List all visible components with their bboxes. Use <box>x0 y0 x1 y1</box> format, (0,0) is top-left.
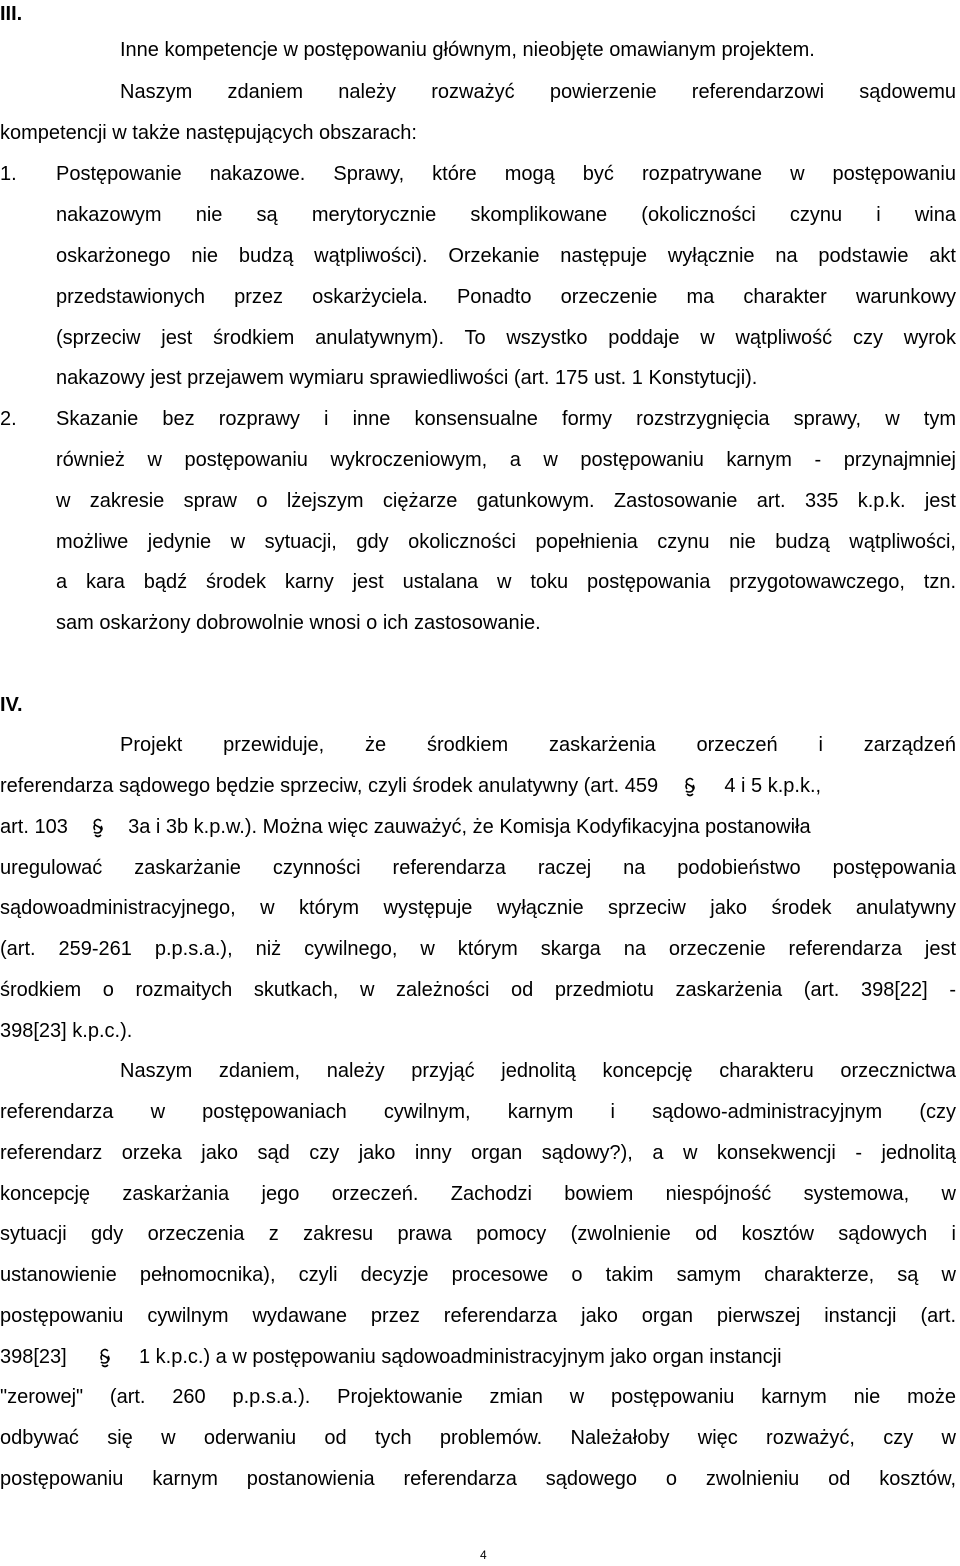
list-item-line: przedstawionych przez oskarżyciela. Ponadto orzeczenie ma charakter warunkowy <box>56 286 956 308</box>
paragraph-line-with-symbol <box>0 774 956 798</box>
paragraph-line: Projekt przewiduje, że środkiem zaskarżenia orzeczeń i zarządzeń <box>120 734 956 756</box>
page-number: 4 <box>480 1548 487 1562</box>
paragraph-line: (art. 259-261 p.p.s.a.), niż cywilnego, w którym skarga na orzeczenie referendarza jest <box>0 938 956 960</box>
text-run: 398[23] <box>0 1346 67 1368</box>
text-run: 3a i 3b k.p.w.). Można więc zauważyć, że Komisja Kodyfikacyjna postanowiła <box>128 816 811 838</box>
paragraph-line: ustanowienie pełnomocnika), czyli decyzje procesowe o takim samym charakterze, są w <box>0 1264 956 1286</box>
section-heading-iv: IV. <box>0 694 23 716</box>
list-number: 2. <box>0 408 17 430</box>
list-item-line: Postępowanie nakazowe. Sprawy, które mogą być rozpatrywane w postępowaniu <box>56 163 956 185</box>
list-item-line: nakazowym nie są merytorycznie skomplikowane (okoliczności czynu i wina <box>56 204 956 226</box>
paragraph-line: postępowaniu cywilnym wydawane przez referendarza jako organ pierwszej instancji (art. <box>0 1305 956 1327</box>
list-item-line: również w postępowaniu wykroczeniowym, a w postępowaniu karnym - przynajmniej <box>56 449 956 471</box>
section-sign-icon <box>98 1348 112 1368</box>
list-item-line: oskarżonego nie budzą wątpliwości). Orzekanie następuje wyłącznie na podstawie akt <box>56 245 956 267</box>
paragraph-line: postępowaniu karnym postanowienia referendarza sądowego o zwolnieniu od kosztów, <box>0 1468 956 1490</box>
list-item-line: nakazowy jest przejawem wymiaru sprawiedliwości (art. 175 ust. 1 Konstytucji). <box>56 367 758 389</box>
list-item-line: sam oskarżony dobrowolnie wnosi o ich zastosowanie. <box>56 612 541 634</box>
list-item-line: (sprzeciw jest środkiem anulatywnym). To wszystko poddaje w wątpliwość czy wyrok <box>56 327 956 349</box>
paragraph-line-with-symbol <box>0 815 956 839</box>
paragraph-line: Naszym zdaniem, należy przyjąć jednolitą koncepcję charakteru orzecznictwa <box>120 1060 956 1082</box>
paragraph-line: referendarz orzeka jako sąd czy jako inny organ sądowy?), a w konsekwencji - jednolitą <box>0 1142 956 1164</box>
paragraph-line: sądowoadministracyjnego, w którym występuje wyłącznie sprzeciw jako środek anulatywny <box>0 897 956 919</box>
text-run: 1 k.p.c.) a w postępowaniu sądowoadministracyjnym jako organ instancji <box>138 1346 782 1368</box>
list-item-line: a kara bądź środek karny jest ustalana w toku postępowania przygotowawczego, tzn. <box>56 571 956 593</box>
list-item-line: możliwe jedynie w sytuacji, gdy okoliczności popełnienia czynu nie budzą wątpliwości, <box>56 531 956 553</box>
paragraph-line: Naszym zdaniem należy rozważyć powierzenie referendarzowi sądowemu <box>120 81 956 103</box>
section-sign-icon <box>683 777 697 797</box>
text-run: art. 103 <box>0 816 68 838</box>
text-run: referendarza sądowego będzie sprzeciw, czyli środek anulatywny (art. 459 <box>0 775 659 797</box>
paragraph-line: Inne kompetencje w postępowaniu głównym, nieobjęte omawianym projektem. <box>120 39 815 61</box>
paragraph-line-with-symbol <box>0 1345 956 1369</box>
section-sign-icon <box>91 818 105 838</box>
paragraph-line: 398[23] k.p.c.). <box>0 1020 133 1042</box>
paragraph-line: środkiem o rozmaitych skutkach, w zależności od przedmiotu zaskarżenia (art. 398[22] - <box>0 979 956 1001</box>
paragraph-line: koncepcję zaskarżania jego orzeczeń. Zachodzi bowiem niespójność systemowa, w <box>0 1183 956 1205</box>
section-heading-iii: III. <box>0 3 23 25</box>
list-item-line: Skazanie bez rozprawy i inne konsensualne formy rozstrzygnięcia sprawy, w tym <box>56 408 956 430</box>
paragraph-line: "zerowej" (art. 260 p.p.s.a.). Projektowanie zmian w postępowaniu karnym nie może <box>0 1386 956 1408</box>
paragraph-line: sytuacji gdy orzeczenia z zakresu prawa pomocy (zwolnienie od kosztów sądowych i <box>0 1223 956 1245</box>
paragraph-line: uregulować zaskarżanie czynności referendarza raczej na podobieństwo postępowania <box>0 857 956 879</box>
paragraph-line: referendarza w postępowaniach cywilnym, karnym i sądowo-administracyjnym (czy <box>0 1101 956 1123</box>
text-run: 4 i 5 k.p.k., <box>724 775 822 797</box>
list-item-line: w zakresie spraw o lżejszym ciężarze gatunkowym. Zastosowanie art. 335 k.p.k. jest <box>56 490 956 512</box>
paragraph-line: odbywać się w oderwaniu od tych problemów. Należałoby więc rozważyć, czy w <box>0 1427 956 1449</box>
list-number: 1. <box>0 163 17 185</box>
paragraph-line: kompetencji w także następujących obszarach: <box>0 122 417 144</box>
